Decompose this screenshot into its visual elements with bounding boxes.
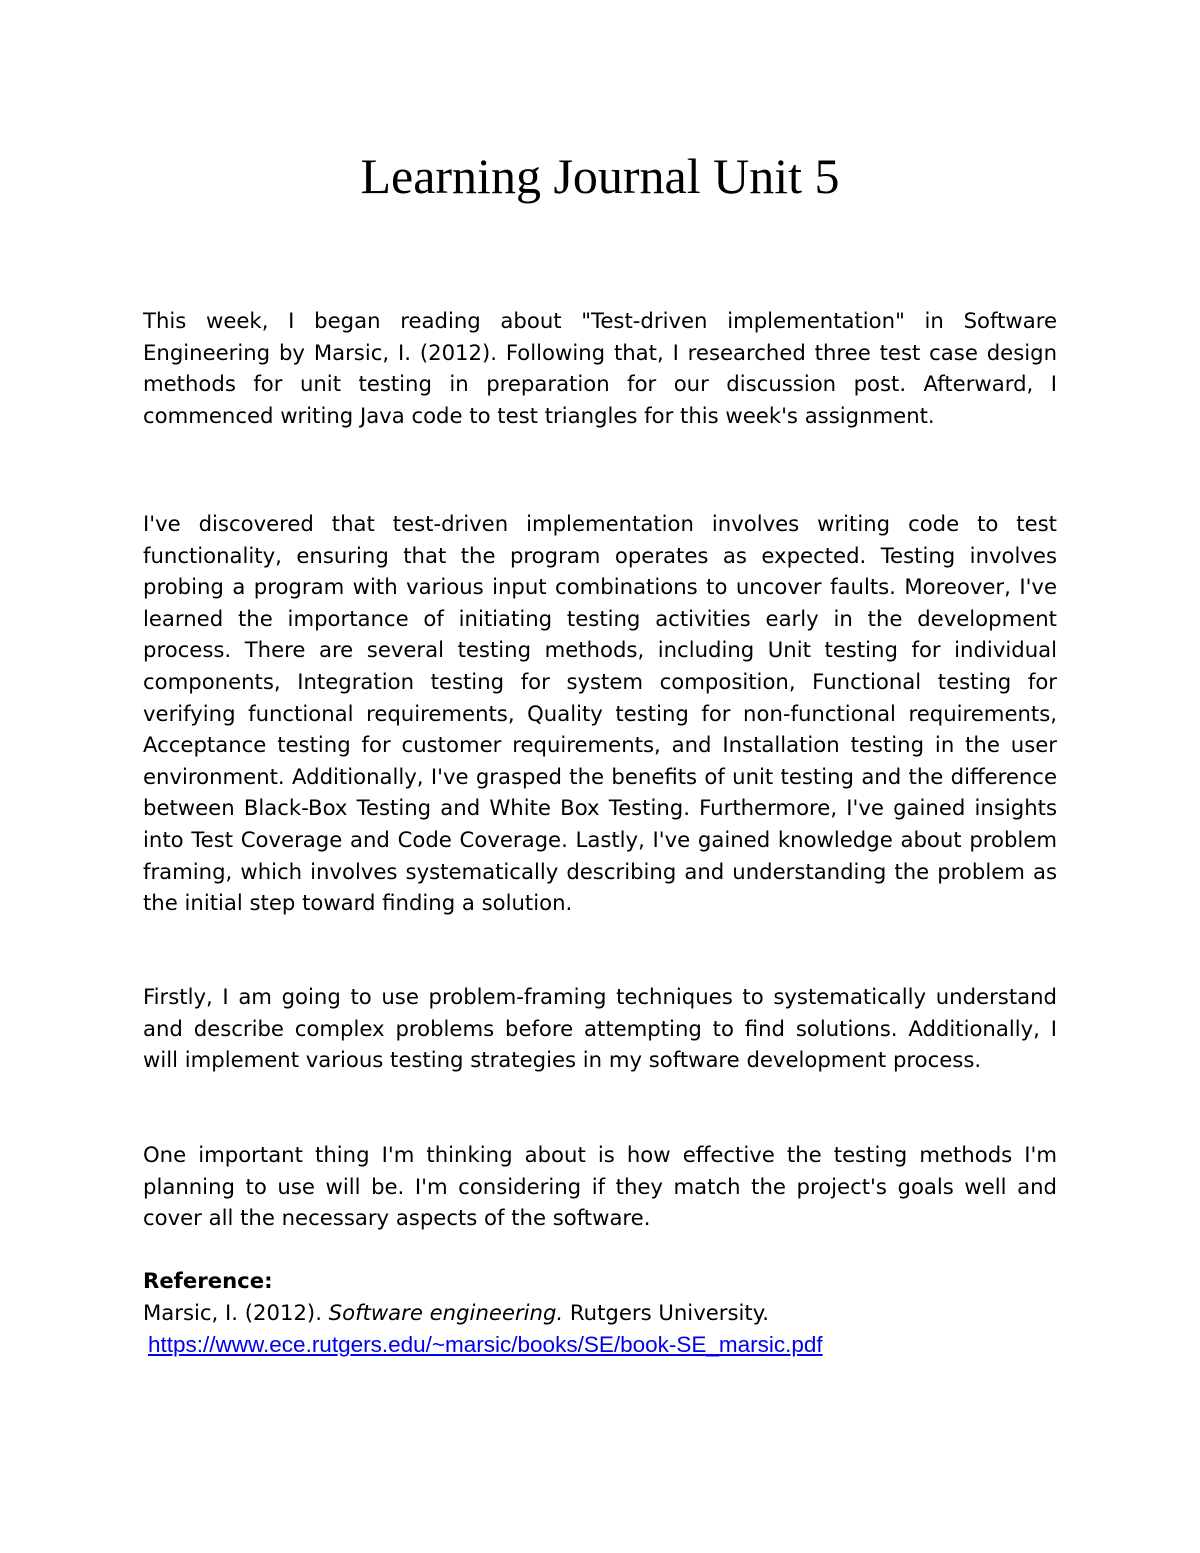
- reference-work-title: Software engineering.: [328, 1300, 564, 1325]
- reference-author-year: Marsic, I. (2012).: [143, 1300, 329, 1325]
- reference-url-line: [148, 1329, 823, 1361]
- paragraph-reflection: One important thing I'm thinking about is how effective the testing methods I'm planning to use will be. I'm considering if they match the project's goals well and cover all the necessary aspects of the software.: [143, 1142, 1057, 1231]
- reference-url-link[interactable]: https://www.ece.rutgers.edu/~marsic/books/SE/book-SE_marsic.pdf: [148, 1332, 823, 1357]
- paragraph-plans: Firstly, I am going to use problem-framing techniques to systematically understand and describe complex problems before attempting to find solutions. Additionally, I will implement various testing strategies in my software development process.: [143, 984, 1057, 1073]
- reference-publisher: Rutgers University.: [563, 1300, 769, 1325]
- paragraph-learnings: I've discovered that test-driven implementation involves writing code to test functionality, ensuring that the program operates as expected. Testing involves probing a program with various input combinations to uncover faults. Moreover, I've learned the importance of initiating testing activities early in the development process. There are several testing methods, including Unit testing for individual components, Integration testing for system composition, Functional testing for verifying functional requirements, Quality testing for non-functional requirements, Acceptance testing for customer requirements, and Installation testing in the user environment. Additionally, I've grasped the benefits of unit testing and the difference between Black-Box Testing and White Box Testing. Furthermore, I've gained insights into Test Coverage and Code Coverage. Lastly, I've gained knowledge about problem framing, which involves systematically describing and understanding the problem as the initial step toward finding a solution.: [143, 511, 1057, 916]
- reference-citation: [143, 1297, 1057, 1329]
- document-title: Learning Journal Unit 5: [360, 148, 840, 204]
- reference-heading: Reference:: [143, 1268, 273, 1293]
- paragraph-intro: This week, I began reading about "Test-driven implementation" in Software Engineering by Marsic, I. (2012). Following that, I researched three test case design methods for unit testing in preparation for our discussion post. Afterward, I commenced writing Java code to test triangles for this week's assignment.: [143, 308, 1057, 428]
